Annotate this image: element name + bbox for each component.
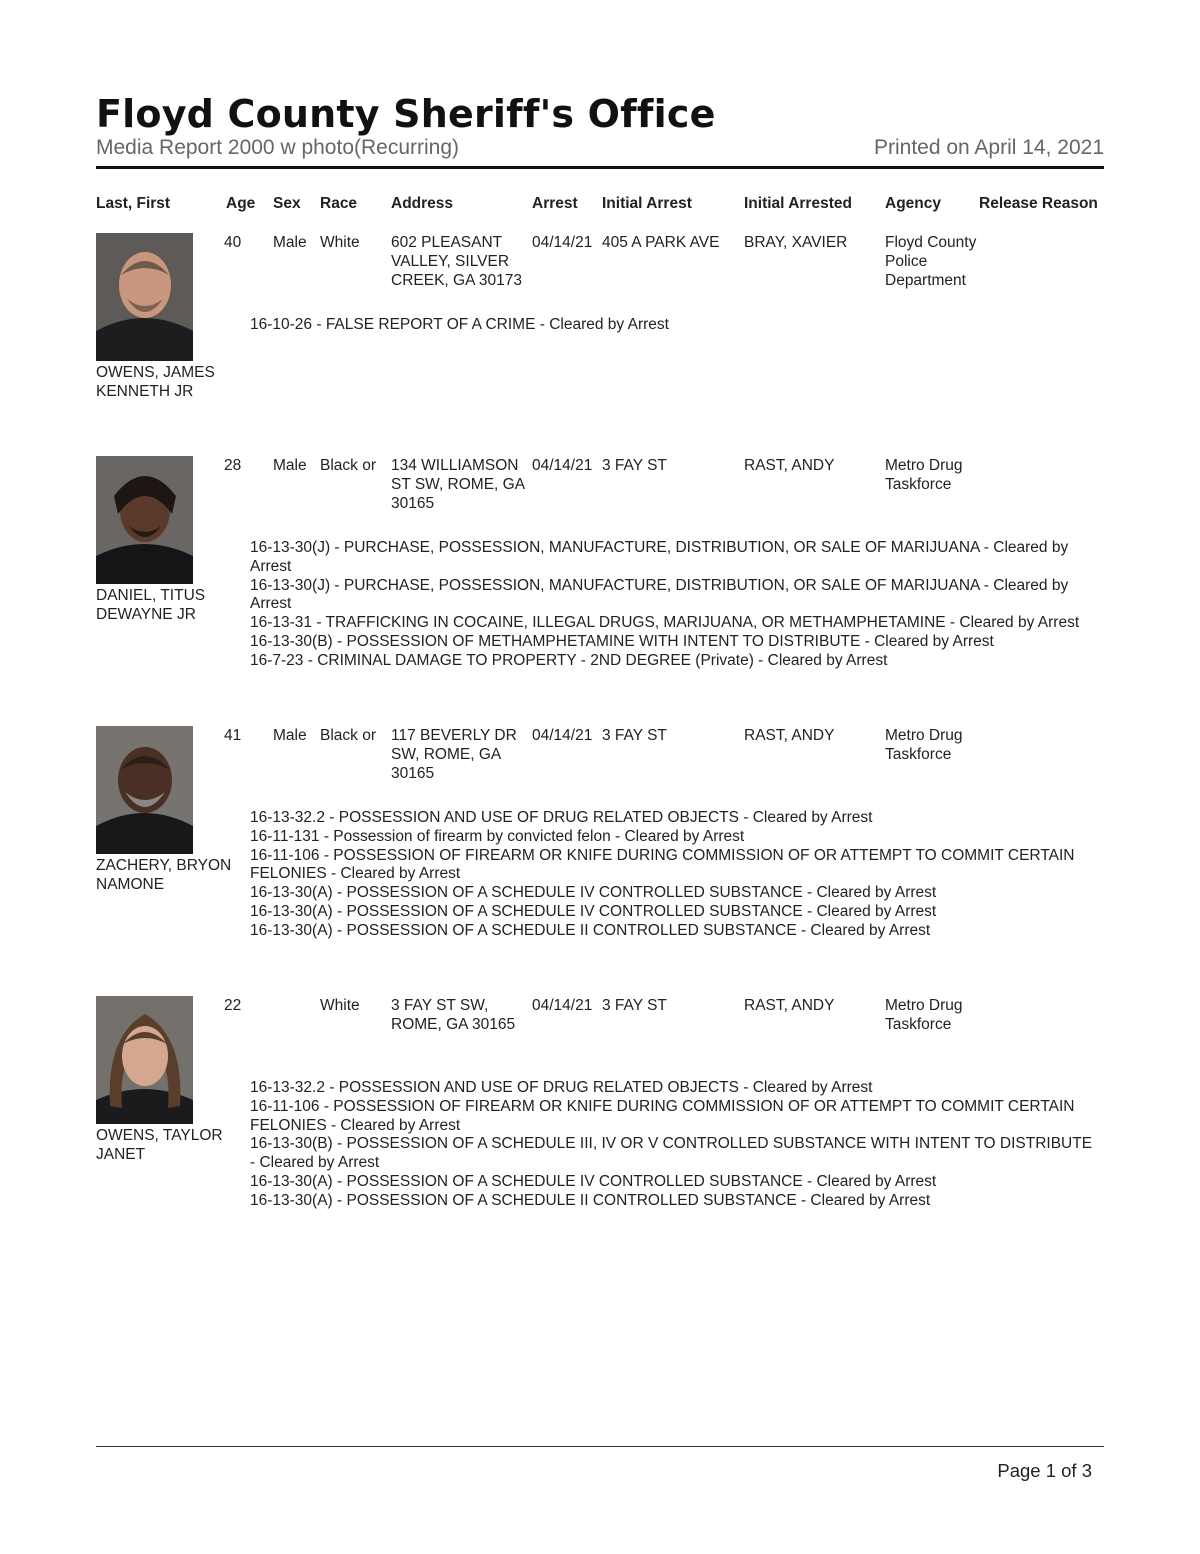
initial-arrested-cell: RAST, ANDY bbox=[744, 997, 835, 1014]
inmate-name: OWENS, TAYLOR JANET bbox=[96, 1127, 223, 1163]
charge-item: 16-7-23 - CRIMINAL DAMAGE TO PROPERTY - 2ND DEGREE (Private) - Cleared by Arrest bbox=[250, 651, 888, 669]
agency-cell: Metro Drug Taskforce bbox=[885, 997, 963, 1033]
charges-list bbox=[250, 316, 1100, 335]
address-cell: 3 FAY ST SW, ROME, GA 30165 bbox=[391, 997, 516, 1033]
col-initial-arrest: Initial Arrest bbox=[602, 195, 692, 212]
race-cell: Black or bbox=[320, 457, 376, 474]
mugshot-photo bbox=[96, 456, 193, 584]
initial-arrested-cell: RAST, ANDY bbox=[744, 727, 835, 744]
charges-list bbox=[250, 1079, 1100, 1211]
charge-item: 16-13-30(A) - POSSESSION OF A SCHEDULE II CONTROLLED SUBSTANCE - Cleared by Arrest bbox=[250, 921, 931, 939]
age-cell: 22 bbox=[224, 997, 242, 1014]
charge-item: 16-10-26 - FALSE REPORT OF A CRIME - Cleared by Arrest bbox=[250, 316, 669, 333]
person-silhouette-icon bbox=[96, 456, 193, 584]
col-sex: Sex bbox=[273, 195, 301, 212]
initial-arrest-cell: 405 A PARK AVE bbox=[602, 234, 720, 251]
header-rule bbox=[96, 166, 1104, 169]
race-cell: White bbox=[320, 997, 360, 1014]
arrest-date-cell: 04/14/21 bbox=[532, 234, 593, 251]
sex-cell: Male bbox=[273, 457, 307, 474]
agency-cell: Metro Drug Taskforce bbox=[885, 457, 963, 493]
address-cell: 134 WILLIAMSON ST SW, ROME, GA 30165 bbox=[391, 457, 525, 512]
inmate-name: OWENS, JAMES KENNETH JR bbox=[96, 364, 215, 400]
page-number: Page 1 of 3 bbox=[997, 1460, 1092, 1481]
initial-arrested-cell: RAST, ANDY bbox=[744, 457, 835, 474]
charge-item: 16-11-106 - POSSESSION OF FIREARM OR KNIFE DURING COMMISSION OF OR ATTEMPT TO COMMIT CERTAIN FELONIES - Cleared by Arrest bbox=[250, 846, 1075, 883]
charge-item: 16-11-106 - POSSESSION OF FIREARM OR KNIFE DURING COMMISSION OF OR ATTEMPT TO COMMIT CERTAIN FELONIES - Cleared by Arrest bbox=[250, 1097, 1075, 1134]
age-cell: 41 bbox=[224, 727, 242, 744]
charge-item: 16-13-30(A) - POSSESSION OF A SCHEDULE IV CONTROLLED SUBSTANCE - Cleared by Arrest bbox=[250, 884, 937, 902]
age-cell: 28 bbox=[224, 457, 242, 474]
col-arrest: Arrest bbox=[532, 195, 578, 212]
charge-item: 16-13-30(J) - PURCHASE, POSSESSION, MANUFACTURE, DISTRIBUTION, OR SALE OF MARIJUANA - Cleared by Arrest bbox=[250, 576, 1069, 613]
inmate-name: ZACHERY, BRYON NAMONE bbox=[96, 857, 232, 893]
printed-date: Printed on April 14, 2021 bbox=[874, 136, 1104, 159]
initial-arrest-cell: 3 FAY ST bbox=[602, 997, 667, 1014]
col-age: Age bbox=[226, 195, 256, 212]
charge-item: 16-13-30(A) - POSSESSION OF A SCHEDULE II CONTROLLED SUBSTANCE - Cleared by Arrest bbox=[250, 1191, 931, 1209]
initial-arrest-cell: 3 FAY ST bbox=[602, 727, 667, 744]
person-silhouette-icon bbox=[96, 726, 193, 854]
mugshot-photo bbox=[96, 996, 193, 1124]
initial-arrested-cell: BRAY, XAVIER bbox=[744, 234, 848, 251]
arrest-date-cell: 04/14/21 bbox=[532, 457, 593, 474]
charge-item: 16-13-30(J) - PURCHASE, POSSESSION, MANUFACTURE, DISTRIBUTION, OR SALE OF MARIJUANA - Cleared by Arrest bbox=[250, 539, 1069, 575]
age-cell: 40 bbox=[224, 234, 242, 251]
agency-cell: Floyd County Police Department bbox=[885, 234, 977, 289]
person-silhouette-icon bbox=[96, 233, 193, 361]
inmate-name: DANIEL, TITUS DEWAYNE JR bbox=[96, 587, 206, 623]
race-cell: Black or bbox=[320, 727, 376, 744]
charge-item: 16-13-32.2 - POSSESSION AND USE OF DRUG RELATED OBJECTS - Cleared by Arrest bbox=[250, 809, 873, 826]
report-subtitle: Media Report 2000 w photo(Recurring) bbox=[96, 136, 460, 159]
footer-rule bbox=[96, 1446, 1104, 1447]
charge-item: 16-13-30(A) - POSSESSION OF A SCHEDULE IV CONTROLLED SUBSTANCE - Cleared by Arrest bbox=[250, 1172, 937, 1190]
sex-cell: Male bbox=[273, 727, 307, 744]
charge-item: 16-13-32.2 - POSSESSION AND USE OF DRUG RELATED OBJECTS - Cleared by Arrest bbox=[250, 1079, 873, 1096]
mugshot-photo bbox=[96, 233, 193, 361]
agency-cell: Metro Drug Taskforce bbox=[885, 727, 963, 763]
sex-cell: Male bbox=[273, 234, 307, 251]
charge-item: 16-13-30(B) - POSSESSION OF METHAMPHETAMINE WITH INTENT TO DISTRIBUTE - Cleared by Arrest bbox=[250, 632, 994, 650]
charge-item: 16-13-31 - TRAFFICKING IN COCAINE, ILLEGAL DRUGS, MARIJUANA, OR METHAMPHETAMINE - Cleared by Arrest bbox=[250, 614, 1080, 632]
charges-list bbox=[250, 809, 1100, 941]
col-initial-arrested: Initial Arrested bbox=[744, 195, 852, 212]
charges-list bbox=[250, 539, 1100, 671]
charge-item: 16-13-30(B) - POSSESSION OF A SCHEDULE III, IV OR V CONTROLLED SUBSTANCE WITH INTENT TO DISTRIBUTE - Cleared by Arrest bbox=[250, 1135, 1093, 1172]
col-last-first: Last, First bbox=[96, 195, 171, 212]
person-silhouette-icon bbox=[96, 996, 193, 1124]
mugshot-photo bbox=[96, 726, 193, 854]
col-agency: Agency bbox=[885, 195, 941, 212]
race-cell: White bbox=[320, 234, 360, 251]
col-race: Race bbox=[320, 195, 358, 212]
col-release-reason: Release Reason bbox=[979, 195, 1098, 212]
arrest-date-cell: 04/14/21 bbox=[532, 997, 593, 1014]
charge-item: 16-11-131 - Possession of firearm by convicted felon - Cleared by Arrest bbox=[250, 827, 745, 845]
initial-arrest-cell: 3 FAY ST bbox=[602, 457, 667, 474]
address-cell: 602 PLEASANT VALLEY, SILVER CREEK, GA 30173 bbox=[391, 234, 522, 289]
arrest-date-cell: 04/14/21 bbox=[532, 727, 593, 744]
charge-item: 16-13-30(A) - POSSESSION OF A SCHEDULE IV CONTROLLED SUBSTANCE - Cleared by Arrest bbox=[250, 902, 937, 920]
report-title: Floyd County Sheriff's Office bbox=[96, 92, 716, 136]
col-address: Address bbox=[391, 195, 454, 212]
address-cell: 117 BEVERLY DR SW, ROME, GA 30165 bbox=[391, 727, 517, 782]
